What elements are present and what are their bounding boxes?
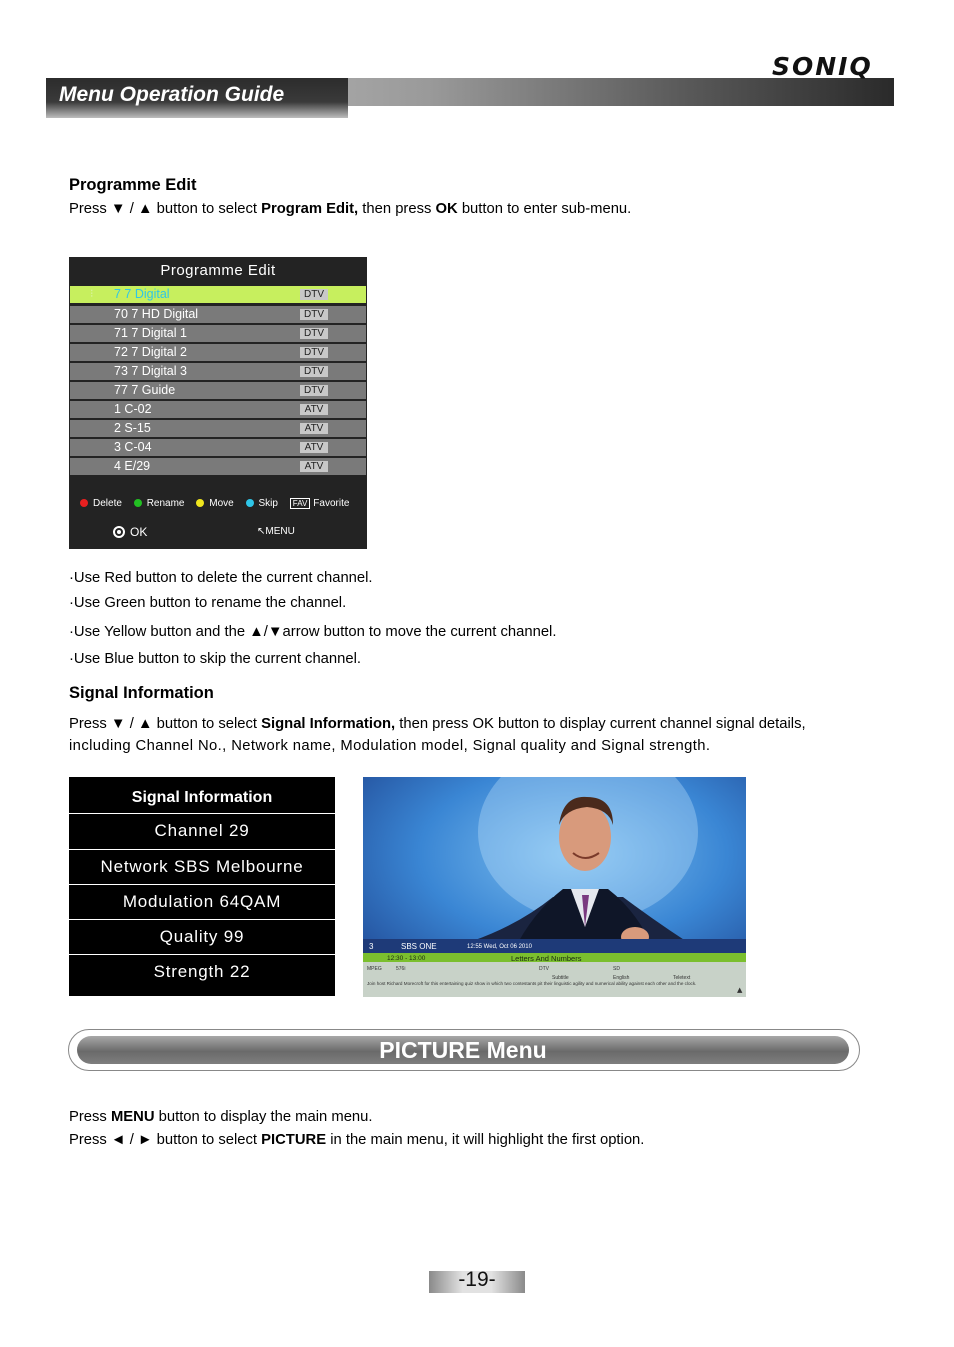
line-text: Press ◄ / ► button to select — [69, 1132, 262, 1148]
intro-bold: OK — [435, 201, 458, 217]
channel-label: 73 7 Digital 3 — [114, 364, 187, 378]
red-button-icon — [80, 499, 88, 507]
osd-info-label: Teletext — [673, 975, 691, 981]
channel-row[interactable] — [70, 344, 366, 361]
picture-menu-line2 — [69, 1129, 644, 1151]
channel-type-tag: DTV — [300, 366, 328, 377]
channel-type-tag: DTV — [300, 347, 328, 358]
channel-label: 2 S-15 — [114, 421, 151, 435]
line-text: button to display the main menu. — [154, 1109, 373, 1125]
legend-move — [196, 498, 233, 509]
legend-label: Rename — [146, 498, 185, 509]
note-yellow: ·Use Yellow button and the ▲/▼arrow button to move the current channel. — [69, 624, 557, 640]
channel-row[interactable] — [70, 382, 366, 399]
presenter-illustration — [363, 777, 746, 997]
signal-quality: Quality 99 — [69, 919, 335, 954]
channel-type-tag: DTV — [300, 289, 328, 300]
picture-menu-banner — [68, 1029, 860, 1071]
signal-info-panel — [69, 777, 335, 996]
channel-label: 3 C-04 — [114, 440, 152, 454]
channel-label: 70 7 HD Digital — [114, 307, 199, 321]
channel-label: 4 E/29 — [114, 459, 151, 473]
osd-info-label: 576i — [396, 966, 406, 972]
line-bold: PICTURE — [261, 1132, 327, 1148]
osd-channel-number: 3 — [369, 942, 374, 951]
note-red: ·Use Red button to delete the current channel. — [69, 570, 373, 586]
programme-edit-intro — [69, 198, 631, 220]
picture-menu-line1 — [69, 1106, 373, 1128]
signal-strength: Strength 22 — [69, 954, 335, 989]
signal-info-intro-line1 — [69, 713, 806, 735]
page-number-box — [429, 1268, 525, 1293]
osd-datetime: 12:55 Wed, Oct 06 2010 — [467, 944, 532, 950]
channel-row[interactable] — [70, 325, 366, 342]
panel-title: Signal Information — [131, 789, 273, 806]
channel-row[interactable] — [70, 458, 366, 475]
channel-row-selected[interactable] — [70, 286, 366, 303]
channel-type-tag: DTV — [300, 328, 328, 339]
channel-row[interactable] — [70, 363, 366, 380]
legend-delete — [80, 498, 122, 509]
signal-network: Network SBS Melbourne — [69, 849, 335, 884]
channel-row[interactable] — [70, 420, 366, 437]
channel-label: 7 7 Digital — [114, 287, 170, 301]
section-title-tab — [46, 78, 348, 118]
signal-info-heading: Signal Information — [69, 684, 214, 702]
legend-label: Delete — [93, 498, 122, 509]
intro-text: then press — [358, 201, 436, 217]
section-title: Menu Operation Guide — [59, 83, 285, 106]
page-number: -19- — [458, 1268, 496, 1291]
legend-label: Move — [209, 498, 234, 509]
ok-button-icon — [113, 526, 125, 538]
intro-bold: Signal Information, — [261, 716, 396, 732]
signal-modulation: Modulation 64QAM — [69, 884, 335, 919]
channel-type-tag: ATV — [300, 423, 328, 434]
return-arrow-icon: ↖ — [257, 526, 266, 537]
intro-text: then press OK button to display current channel signal details, — [395, 716, 806, 732]
programme-edit-panel — [69, 257, 367, 549]
channel-type-tag: ATV — [300, 442, 328, 453]
note-green: ·Use Green button to rename the channel. — [69, 595, 347, 611]
channel-type-tag: ATV — [300, 404, 328, 415]
legend-label: Skip — [258, 498, 278, 509]
channel-row[interactable] — [70, 439, 366, 456]
osd-channel-name: SBS ONE — [401, 942, 437, 951]
osd-description: Join host Richard Morecroft for this entertaining quiz show in which two contestants pit their linguistic agility and numerical ability against each other and the clock. — [367, 981, 697, 986]
tv-screen-photo — [363, 777, 746, 997]
fav-button-icon: FAV — [290, 498, 311, 509]
blue-button-icon — [246, 499, 254, 507]
channel-label: 71 7 Digital 1 — [114, 326, 187, 340]
osd-info-label: English — [613, 975, 630, 981]
channel-label: 77 7 Guide — [114, 383, 176, 397]
brand-logo: SONIQ — [772, 52, 873, 81]
channel-label: 72 7 Digital 2 — [114, 345, 187, 359]
menu-hint — [257, 526, 295, 537]
osd-info-label: SD — [613, 966, 620, 972]
signal-info-intro-line2: including Channel No., Network name, Modulation model, Signal quality and Signal strength. — [69, 738, 711, 754]
line-bold: MENU — [110, 1109, 155, 1125]
panel-title: Programme Edit — [160, 262, 276, 279]
channel-row[interactable] — [70, 401, 366, 418]
legend-skip — [246, 498, 278, 509]
channel-row[interactable] — [70, 306, 366, 323]
osd-info-label: DTV — [539, 966, 549, 972]
osd-info-label: Subtitle — [552, 975, 569, 981]
osd-time-slot: 12:30 - 13:00 — [387, 955, 426, 962]
scroll-up-icon: ▲ — [737, 986, 743, 994]
legend-label: Favorite — [313, 498, 350, 509]
legend-rename — [134, 498, 185, 509]
ok-label: OK — [130, 525, 148, 539]
picture-menu-banner-inner — [77, 1036, 849, 1064]
picture-menu-title: PICTURE Menu — [379, 1037, 547, 1063]
osd-info-label: MPEG — [367, 966, 382, 972]
programme-edit-heading: Programme Edit — [69, 176, 197, 194]
signal-channel: Channel 29 — [69, 813, 335, 848]
menu-label: MENU — [265, 526, 295, 537]
intro-bold: Program Edit, — [261, 201, 359, 217]
legend-favorite — [290, 498, 350, 509]
channel-type-tag: ATV — [300, 461, 328, 472]
channel-label: 1 C-02 — [114, 402, 152, 416]
osd-program-title: Letters And Numbers — [511, 954, 582, 963]
intro-text: Press ▼ / ▲ button to select — [69, 201, 262, 217]
button-legend — [80, 498, 349, 509]
channel-type-tag: DTV — [300, 309, 328, 320]
intro-text: Press ▼ / ▲ button to select — [69, 716, 262, 732]
ok-hint — [113, 525, 147, 539]
selection-marker-icon: ⁝ — [90, 288, 94, 300]
note-blue: ·Use Blue button to skip the current channel. — [69, 651, 361, 667]
yellow-button-icon — [196, 499, 204, 507]
green-button-icon — [134, 499, 142, 507]
intro-text: button to enter sub-menu. — [457, 201, 632, 217]
channel-type-tag: DTV — [300, 385, 328, 396]
line-text: Press — [69, 1109, 111, 1125]
line-text: in the main menu, it will highlight the first option. — [326, 1132, 645, 1148]
